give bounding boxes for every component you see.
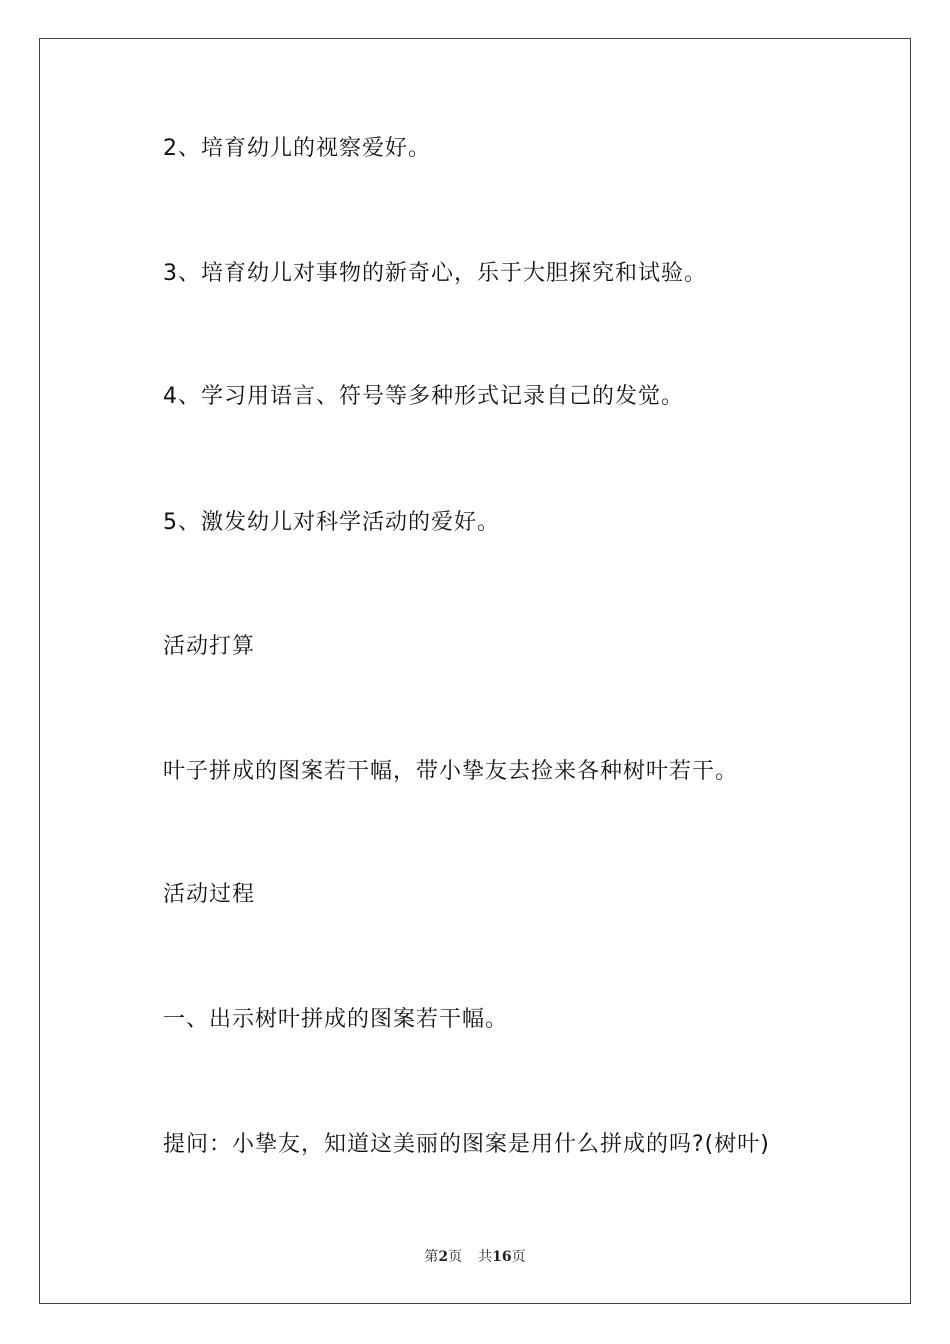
total-suffix: 页	[511, 1249, 526, 1265]
page-suffix: 页	[448, 1249, 463, 1265]
total-prefix: 共	[478, 1249, 493, 1265]
process-question: 提问：小挚友，知道这美丽的图案是用什么拼成的吗?(树叶)	[163, 1132, 770, 1157]
objective-5: 5、激发幼儿对科学活动的爱好。	[163, 510, 500, 535]
page-number: 2	[438, 1249, 449, 1265]
section-heading-process: 活动过程	[163, 882, 256, 907]
page-prefix: 第	[424, 1249, 439, 1265]
preparation-text: 叶子拼成的图案若干幅，带小挚友去捡来各种树叶若干。	[163, 759, 739, 784]
objective-2: 2、培育幼儿的视察爱好。	[163, 136, 431, 161]
page-footer	[0, 1247, 950, 1267]
process-step-1: 一、出示树叶拼成的图案若干幅。	[163, 1007, 509, 1032]
total-pages: 16	[492, 1249, 512, 1265]
page-border	[39, 38, 911, 1304]
objective-3: 3、培育幼儿对事物的新奇心，乐于大胆探究和试验。	[163, 261, 707, 286]
objective-4: 4、学习用语言、符号等多种形式记录自己的发觉。	[163, 384, 684, 409]
section-heading-preparation: 活动打算	[163, 634, 256, 659]
